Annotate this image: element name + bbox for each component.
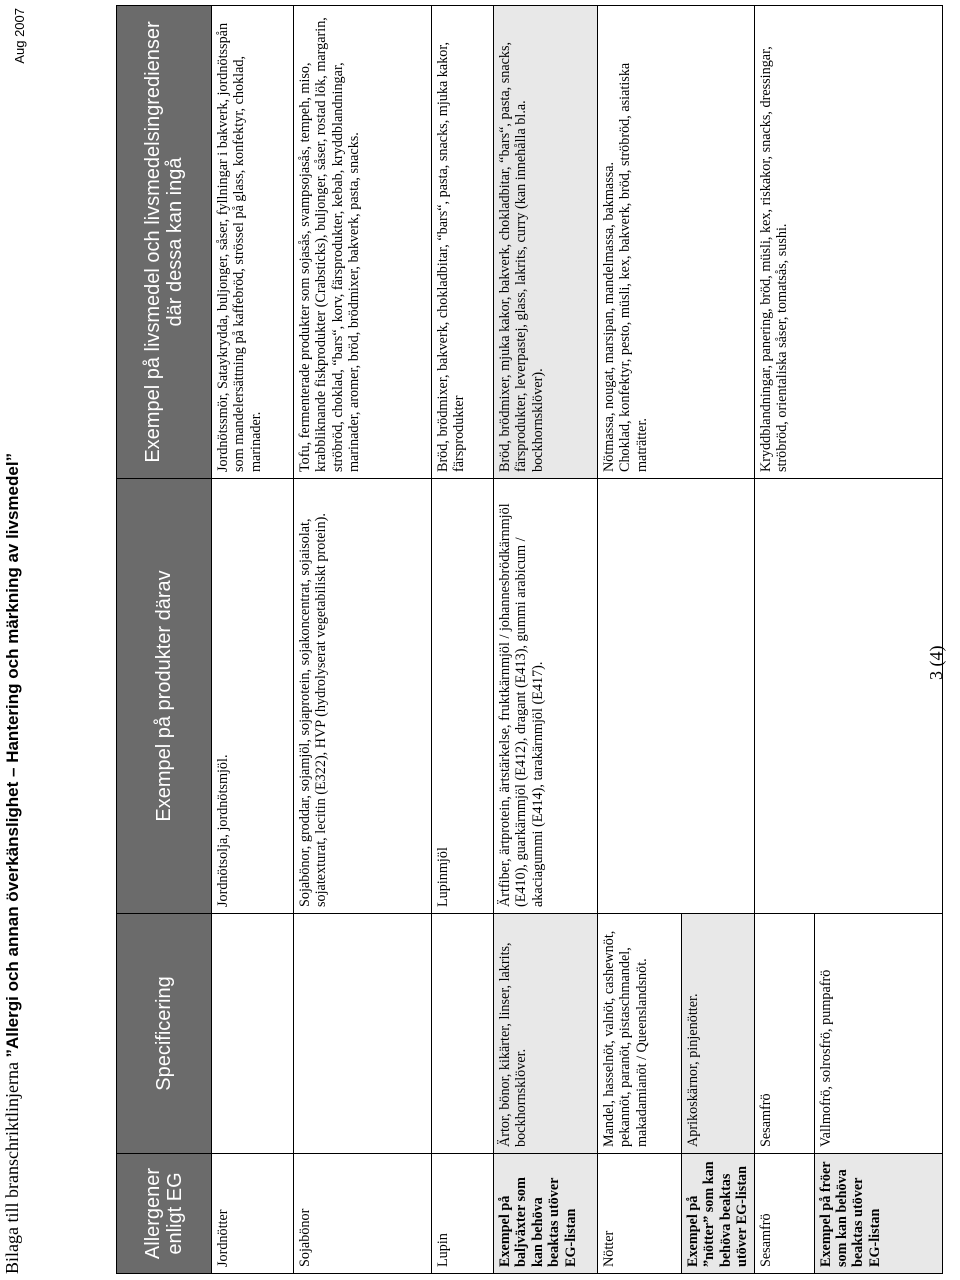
allergen-cell: Sojabönor [294, 1154, 432, 1274]
allergen-table [116, 5, 943, 1274]
specification-cell [432, 914, 494, 1154]
column-header-allergen: Allergener enligt EG [117, 1154, 212, 1274]
table-row-baljvaxter [494, 6, 598, 1274]
allergen-cell: Exempel på baljväxter som kan behöva beaktas utöver EG-listan [494, 1154, 598, 1274]
specification-cell: Aprikoskärnor, pinjenötter. [682, 914, 755, 1154]
header-prefix: Bilaga till branschriktlinjerna [2, 1062, 22, 1274]
header-date: Aug 2007 [12, 8, 27, 64]
products-cell [754, 479, 942, 914]
products-cell: Lupinmjöl [432, 479, 494, 914]
examples-paragraph: Nötmassa, nougat, marsipan, mandelmassa, bakmassa. [601, 161, 617, 472]
specification-cell [212, 914, 294, 1154]
products-cell: Jordnötsolja, jordnötsmjöl. [212, 479, 294, 914]
document-header [2, 453, 23, 1274]
specification-cell: Ärtor, bönor, kikärter, linser, lakrits, bockhornsklöver. [494, 914, 598, 1154]
specification-cell [294, 914, 432, 1154]
products-cell: Ärtfiber, ärtprotein, ärtstärkelse, fruktkärnmjöl / johannesbrödkärnmjöl (E410), guarkärnmjöl (E412), dragant (E413), gummi arabicum / akaciagummi (E414), tarakärnmjöl (E417). [494, 479, 598, 914]
table-row-jordnotter [212, 6, 294, 1274]
products-cell [598, 479, 755, 914]
products-cell: Sojabönor, groddar, sojamjöl, sojaprotein, sojakoncentrat, sojaisolat, sojatexturat, lecitin (E322), HVP (hydrolyserat vegetabiliskt protein). [294, 479, 432, 914]
examples-cell: Tofu, fermenterade produkter som sojasås, svampsojasås, tempeh, miso, krabbliknande fiskprodukter (Crabsticks), buljonger, såser, rostad lök, margarin, ströbröd, choklad, “bars“, korv, färsprodukter, kebab, kryddblandningar, marinader, aromer, bröd, brödmixer, bakverk, pasta, snacks. [294, 6, 432, 479]
examples-cell: Bröd, brödmixer, mjuka kakor, bakverk, chokladbitar, “bars“, pasta, snacks, färsprodukter, leverpastej, glass, lakrits, curry (kan innehålla bl.a. bockhornsklöver). [494, 6, 598, 479]
specification-cell: Sesamfrö [754, 914, 814, 1154]
allergen-cell: Nötter [598, 1154, 682, 1274]
specification-cell: Mandel, hasselnöt, valnöt, cashewnöt, pekannöt, paranöt, pistaschmandel, makadamianöt / Queenslandsnöt. [598, 914, 682, 1154]
examples-cell: Bröd, brödmixer, bakverk, chokladbitar, “bars“, pasta, snacks, mjuka kakor, färsprodukter [432, 6, 494, 479]
table-row-sesamfro [754, 6, 814, 1274]
column-header-specification: Specificering [117, 914, 212, 1154]
specification-cell: Vallmofrö, solrosfrö, pumpafrö [814, 914, 942, 1154]
column-header-examples: Exempel på livsmedel och livsmedelsingredienser där dessa kan ingå [117, 6, 212, 479]
allergen-cell: Exempel på ”nötter” som kan behöva beaktas utöver EG-listan [682, 1154, 755, 1274]
header-title: ”Allergi och annan överkänslighet – Hantering och märkning av livsmedel” [3, 452, 22, 1058]
allergen-cell: Jordnötter [212, 1154, 294, 1274]
table-row-sojabonor [294, 6, 432, 1274]
table-row-notter [598, 6, 682, 1274]
examples-paragraph: Choklad, konfektyr, pesto, müsli, kex, bakverk, bröd, ströbröd, asiatiska maträtter. [617, 62, 650, 472]
table-header-row [117, 6, 212, 1274]
table-row-lupin [432, 6, 494, 1274]
allergen-cell: Lupin [432, 1154, 494, 1274]
page-number: 3 (4) [926, 645, 946, 680]
allergen-cell: Exempel på fröer som kan behöva beaktas utöver EG-listan [814, 1154, 942, 1274]
examples-cell: Kryddblandningar, panering, bröd, müsli, kex, riskakor, snacks, dressingar, ströbröd, orientaliska såser, tomatsås, sushi. [754, 6, 942, 479]
examples-cell: Jordnötssmör, Sataykrydda, buljonger, såser, fyllningar i bakverk, jordnötsspån som mandelersättning på kaffebröd, strössel på glass, konfektyr, choklad, marinader. [212, 6, 294, 479]
column-header-products: Exempel på produkter därav [117, 479, 212, 914]
examples-cell [598, 6, 755, 479]
allergen-cell: Sesamfrö [754, 1154, 814, 1274]
